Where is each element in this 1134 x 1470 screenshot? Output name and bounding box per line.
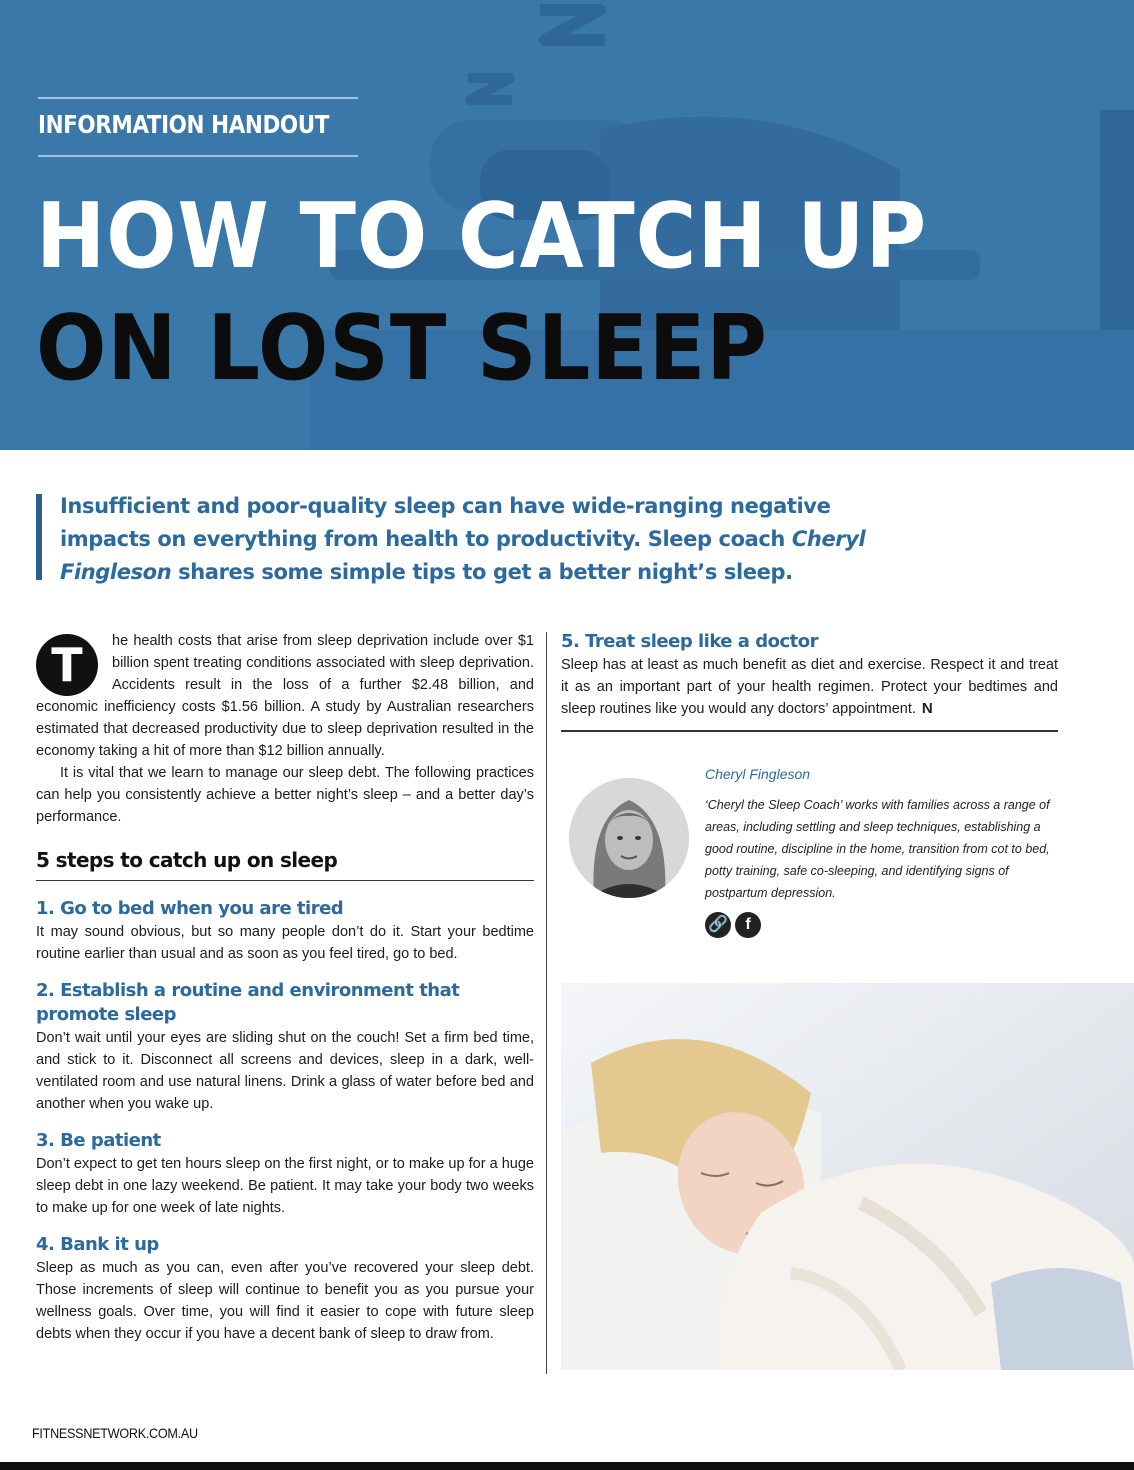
standfirst-text: Insufficient and poor-quality sleep can have wide-ranging negative impacts on everything from health to productivity. Sleep coach	[60, 494, 831, 551]
author-separator	[561, 730, 1058, 732]
facebook-icon[interactable]: f	[735, 912, 761, 938]
kicker-rule-bottom	[38, 155, 358, 157]
section-kicker: INFORMATION HANDOUT	[38, 110, 330, 139]
article-column-left	[36, 630, 534, 1345]
step-2-title: 2. Establish a routine and environment that promote sleep	[36, 980, 460, 1025]
intro-accent-bar	[36, 494, 42, 580]
step-3-title: 3. Be patient	[36, 1130, 161, 1151]
standfirst-text-end: shares some simple tips to get a better night’s sleep.	[171, 560, 793, 584]
steps-heading: 5 steps to catch up on sleep	[36, 848, 534, 881]
sleeping-woman-photo	[561, 983, 1134, 1370]
author-name: Cheryl Fingleson	[705, 766, 811, 782]
step-5-body-text: Sleep has at least as much benefit as diet and exercise. Respect it and treat it as an important part of your health regimen. Protect your bedtimes and sleep routines like you would any doctors’ appointment.	[561, 657, 1058, 717]
header-banner	[0, 0, 1134, 450]
step-4-body: Sleep as much as you can, even after you’ve recovered your sleep debt. Those increments of sleep will continue to benefit you as you pursue your wellness goals. Over time, you will find it easier to cope with future sleep debts when they occur if you have a decent bank of sleep to draw from.	[36, 1260, 534, 1342]
step-1-body: It may sound obvious, but so many people don’t do it. Start your bedtime routine earlier than usual and as soon as you feel tired, go to bed.	[36, 924, 534, 962]
headline-line-2: ON LOST SLEEP	[36, 296, 768, 401]
step-4-title: 4. Bank it up	[36, 1234, 159, 1255]
bottom-bar	[0, 1462, 1134, 1470]
author-avatar	[569, 778, 689, 898]
headline-line-1: HOW TO CATCH UP	[36, 184, 928, 289]
column-divider	[546, 632, 547, 1374]
article-column-right	[561, 630, 1058, 732]
end-mark: N	[921, 700, 933, 717]
footer-site-url[interactable]: FITNESSNETWORK.COM.AU	[32, 1425, 198, 1441]
standfirst-author: Cheryl Fingleson	[60, 527, 866, 584]
step-3-body: Don’t expect to get ten hours sleep on the first night, or to make up for a huge sleep debt in one lazy weekend. Be patient. It may take your body two weeks to make up for one week of late nights.	[36, 1156, 534, 1216]
drop-cap: T	[36, 634, 98, 696]
link-icon[interactable]: 🔗	[705, 912, 731, 938]
step-5-body	[561, 654, 1058, 720]
lead-paragraph	[36, 630, 534, 762]
step-5-title: 5. Treat sleep like a doctor	[561, 631, 818, 652]
author-social-links	[705, 912, 761, 938]
lead-paragraph-text: he health costs that arise from sleep deprivation include over $1 billion spent treating conditions associated with sleep deprivation. Accidents result in the loss of a further $2.48 billion, and economic inefficiency costs $1.56 billion. A study by Australian researchers estimated that decreased productivity due to sleep deprivation resulted in the economy taking a hit of more than $12 billion annually.	[36, 633, 534, 759]
standfirst	[60, 490, 880, 589]
step-1-title: 1. Go to bed when you are tired	[36, 898, 344, 919]
second-paragraph: It is vital that we learn to manage our sleep debt. The following practices can help you consistently achieve a better night’s sleep – and a better day’s performance.	[36, 765, 534, 825]
step-2-body: Don’t wait until your eyes are sliding shut on the couch! Set a firm bed time, and stick to it. Disconnect all screens and devices, sleep in a dark, well-ventilated room and use natural linens. Drink a glass of water before bed and another when you wake up.	[36, 1030, 534, 1112]
author-bio: ‘Cheryl the Sleep Coach’ works with families across a range of areas, including settling and sleep techniques, establishing a good routine, discipline in the home, transition from cot to bed, potty training, safe co-sleeping, and identifying signs of postpartum depression.	[705, 798, 1050, 900]
kicker-rule-top	[38, 97, 358, 99]
